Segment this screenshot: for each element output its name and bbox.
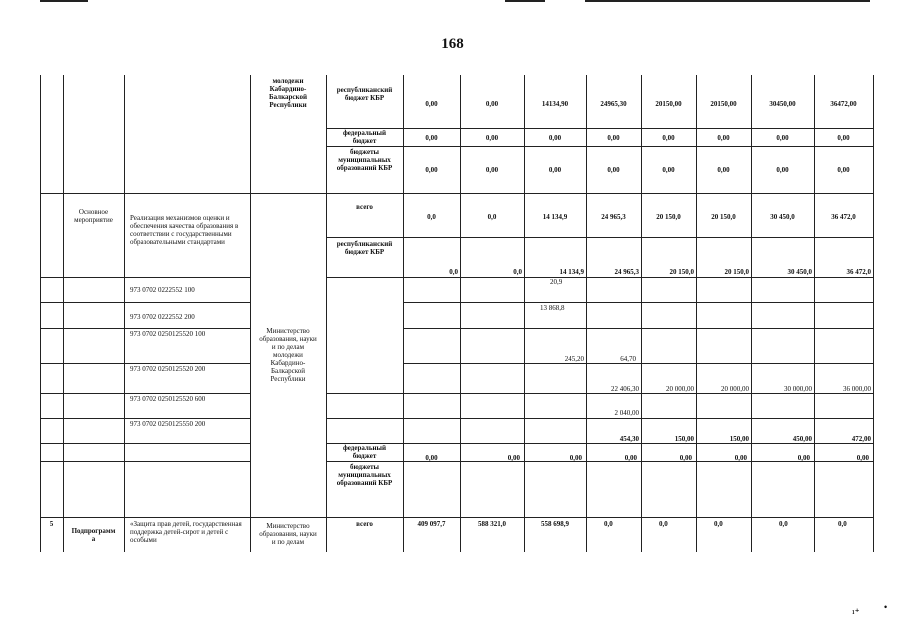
sub-v5: 0,0 [714, 520, 723, 528]
code-6-value-1: 150,00 [674, 435, 694, 443]
main-rep-v2: 14 134,9 [559, 268, 584, 276]
sub-v3: 0,0 [604, 520, 613, 528]
cont-rep-label: республиканский бюджет КБР [336, 86, 393, 102]
page-number: 168 [441, 36, 464, 52]
code-5-value: 2 040,00 [614, 409, 639, 417]
cont-rep-v5: 20150,00 [710, 100, 737, 108]
code-4-value-1: 20 000,00 [666, 385, 694, 393]
code-2-value: 13 868,8 [540, 304, 565, 312]
main-fed-v4: 0,00 [679, 454, 692, 462]
cont-mun-v3: 0,00 [607, 166, 620, 174]
code-2: 973 0702 0222552 200 [130, 313, 195, 321]
cont-fed-v7: 0,00 [837, 134, 850, 142]
cont-rep-v3: 24965,30 [600, 100, 627, 108]
main-total-v7: 36 472,0 [831, 213, 856, 221]
cont-fed-v0: 0,00 [425, 134, 438, 142]
main-mun-label: бюджеты муниципальных образований КБР [336, 463, 393, 487]
cont-rep-v6: 30450,00 [769, 100, 796, 108]
code-6-value-0: 454,30 [619, 435, 639, 443]
main-total-v5: 20 150,0 [711, 213, 736, 221]
cont-mun-v1: 0,00 [485, 166, 499, 174]
code-1-value: 20,9 [550, 278, 563, 286]
cont-ministry-tail: молодежи Кабардино- Балкарской Республики [268, 77, 308, 109]
code-4-value-4: 36 000,00 [843, 385, 871, 393]
main-total-v1: 0,0 [487, 213, 497, 221]
sub-v4: 0,0 [659, 520, 668, 528]
cont-rep-v7: 36472,00 [830, 100, 857, 108]
code-6: 973 0702 0250125550 200 [130, 420, 206, 428]
main-total-v2: 14 134,9 [542, 213, 568, 221]
corner-mark-2: • [884, 602, 888, 612]
code-3: 973 0702 0250125520 100 [130, 330, 206, 338]
cont-mun-v0: 0,00 [425, 166, 438, 174]
sub-v6: 0,0 [779, 520, 788, 528]
sub-name: «Защита прав детей, государственная поддержка детей-сирот и детей с особыми [130, 520, 242, 544]
code-3-value-a: 245,20 [564, 355, 584, 363]
cont-fed-v6: 0,00 [776, 134, 789, 142]
main-fed-v0: 0,00 [425, 454, 438, 462]
main-rep-v5: 20 150,0 [724, 268, 749, 276]
code-6-value-4: 472,00 [851, 435, 871, 443]
main-total-v4: 20 150,0 [656, 213, 681, 221]
main-rep-v0: 0,0 [449, 268, 458, 276]
main-fed-v6: 0,00 [797, 454, 810, 462]
main-fed-v3: 0,00 [624, 454, 637, 462]
cont-fed-v4: 0,00 [662, 134, 675, 142]
cont-rep-v4: 20150,00 [655, 100, 682, 108]
main-fed-v7: 0,00 [856, 454, 869, 462]
main-rep-v6: 30 450,0 [787, 268, 812, 276]
code-4: 973 0702 0250125520 200 [130, 365, 206, 373]
cont-rep-v2: 14134,90 [541, 100, 569, 108]
sub-v0: 409 097,7 [417, 520, 446, 528]
cont-mun-v2: 0,00 [548, 166, 562, 174]
main-fed-label: федеральный бюджет [342, 444, 387, 460]
cont-fed-v5: 0,00 [717, 134, 730, 142]
main-rep-v3: 24 965,3 [614, 268, 639, 276]
main-rep-v4: 20 150,0 [669, 268, 694, 276]
code-5: 973 0702 0250125520 600 [130, 395, 206, 403]
sub-v1: 588 321,0 [478, 520, 506, 528]
main-total-label: всего [356, 203, 373, 211]
main-fed-v5: 0,00 [734, 454, 747, 462]
main-rep-v7: 36 472,0 [846, 268, 871, 276]
sub-total-label: всего [356, 520, 373, 528]
cont-mun-v7: 0,00 [837, 166, 850, 174]
main-ministry: Министерство образования, науки и по делам молодежи Кабардино- Балкарской Республики [259, 327, 317, 383]
main-fed-v1: 0,00 [507, 454, 520, 462]
main-fed-v2: 0,00 [569, 454, 582, 462]
sub-v2: 558 698,9 [541, 520, 569, 528]
cont-fed-v1: 0,00 [485, 134, 499, 142]
cont-fed-v2: 0,00 [548, 134, 562, 142]
cont-rep-v0: 0,00 [425, 100, 438, 108]
sub-type-label: Подпрограмм а [71, 527, 116, 543]
code-4-value-0: 22 406,30 [611, 385, 639, 393]
cont-mun-v5: 0,00 [717, 166, 730, 174]
sub-number: 5 [49, 520, 54, 528]
code-1: 973 0702 0222552 100 [130, 286, 195, 294]
main-total-v0: 0,0 [427, 213, 436, 221]
sub-v7: 0,0 [838, 520, 847, 528]
code-4-value-3: 30 000,00 [784, 385, 812, 393]
cont-mun-label: бюджеты муниципальных образований КБР [336, 148, 393, 172]
code-6-value-3: 450,00 [792, 435, 812, 443]
main-total-v6: 30 450,0 [770, 213, 795, 221]
code-4-value-2: 20 000,00 [721, 385, 749, 393]
main-activity-name: Реализация механизмов оценки и обеспечения качества образования в соответствии с государственными образовательными стандартами [130, 214, 239, 246]
cont-fed-label: федеральный бюджет [342, 129, 387, 145]
cont-mun-v6: 0,00 [776, 166, 789, 174]
cont-rep-v1: 0,00 [485, 100, 499, 108]
cont-mun-v4: 0,00 [662, 166, 675, 174]
corner-mark-1: ₁₊ [852, 604, 860, 614]
main-rep-label: республиканский бюджет КБР [336, 240, 393, 256]
cont-fed-v3: 0,00 [607, 134, 620, 142]
main-total-v3: 24 965,3 [601, 213, 626, 221]
sub-ministry: Министерство образования, науки и по делам [259, 522, 317, 546]
code-6-value-2: 150,00 [729, 435, 749, 443]
main-rep-v1: 0,0 [513, 268, 522, 276]
main-type-label: Основное мероприятие [74, 208, 113, 224]
code-3-value-b: 64,70 [620, 355, 636, 363]
